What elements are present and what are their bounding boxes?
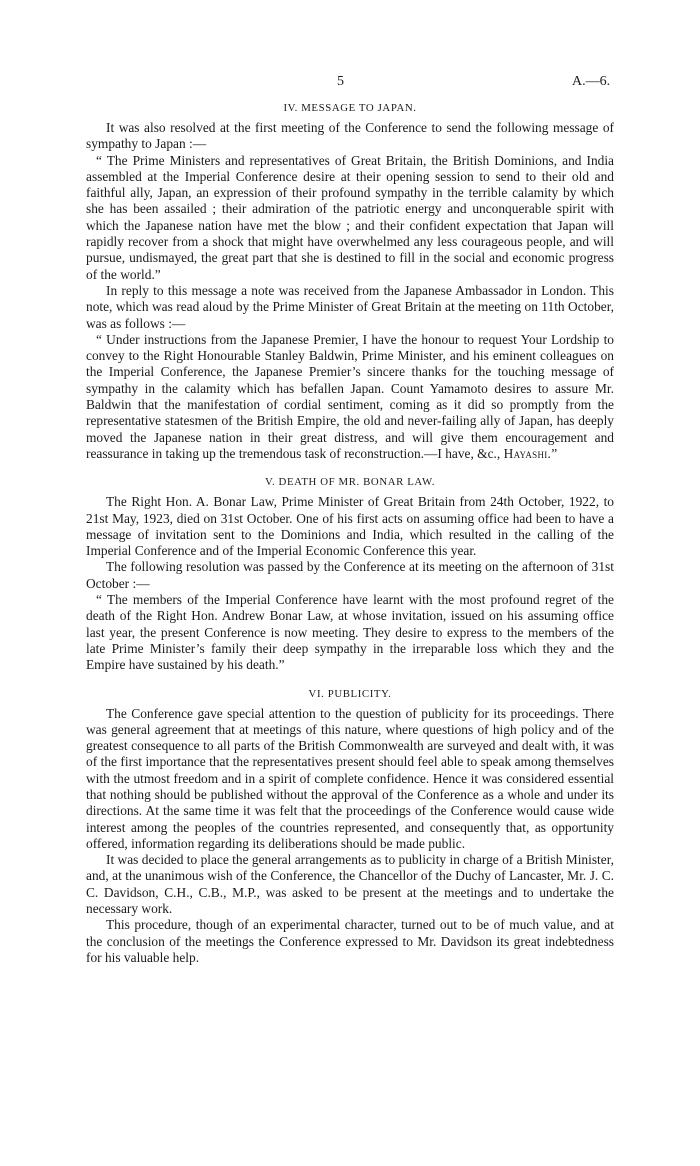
- spacer: [86, 674, 614, 686]
- document-body: [86, 100, 614, 966]
- closing-quote: ”: [551, 445, 558, 461]
- paragraph: The following resolution was passed by the Conference at its meeting on the afternoon of 31st October :—: [86, 559, 614, 591]
- section-heading: V. DEATH OF MR. BONAR LAW.: [264, 476, 436, 489]
- page-number: 5: [337, 74, 344, 89]
- paragraph: In reply to this message a note was received from the Japanese Ambassador in London. This note, which was read aloud by the Prime Minister of Great Britain at the meeting on 11th October, was as follows :—: [86, 282, 614, 331]
- quoted-reply-text: “ Under instructions from the Japanese Premier, I have the honour to request Your Lordship to convey to the Right Honourable Stanley Baldwin, Prime Minister, and his eminent colleagues on the Imperial Conference, the Japanese Premier’s sincere thanks for the touching message of sympathy in the calamity which has befallen Japan. Count Yamamoto desires to assure Mr. Baldwin that the manifestation of cordial sentiment, coming as it did so promptly from the representative statesmen of the British Empire, the old and never-failing ally of Japan, has deeply moved the Japanese nation in their great distress, and will give them encouragement and reassurance in taking up the tremendous task of reconstruction.—I have, &c.,: [86, 331, 614, 461]
- document-reference: A.—6.: [572, 74, 611, 89]
- paragraph: The Right Hon. A. Bonar Law, Prime Minister of Great Britain from 24th October, 1922, to 21st May, 1923, died on 31st October. One of his first acts on assuming office had been to have a message of invitation sent to the Dominions and India, which resulted in the calling of the Imperial Conference and of the Imperial Economic Conference this year.: [86, 494, 614, 559]
- quoted-resolution: “ The members of the Imperial Conference have learnt with the most profound regret of the death of the Right Hon. Andrew Bonar Law, at whose invitation, issued on his assuming office last year, the present Conference is now meeting. They desire to express to the members of the late Prime Minister’s family their deep sympathy in the irreparable loss which they and the Empire have sustained by his death.”: [86, 592, 614, 673]
- quoted-reply: [86, 332, 614, 462]
- paragraph: The Conference gave special attention to the question of publicity for its proceedings. There was general agreement that at meetings of this nature, where questions of high policy and of the greatest consequence to all parts of the British Commonwealth are surveyed and dealt with, it was of the first importance that the representatives present should feel able to speak among themselves with the utmost freedom and in a spirit of complete confidence. Hence it was considered essential that nothing should be published without the approval of the Conference as a whole and under its directions. At the same time it was felt that the proceedings of the Conference would cause wide interest among the peoples of the countries represented, and consequently that, as opportunity offered, information regarding its deliberations should be made public.: [86, 705, 614, 851]
- paragraph: It was also resolved at the first meeting of the Conference to send the following message of sympathy to Japan :—: [86, 120, 614, 152]
- paragraph: It was decided to place the general arrangements as to publicity in charge of a British Minister, and, at the unanimous wish of the Conference, the Chancellor of the Duchy of Lancaster, Mr. J. C. C. Davidson, C.H., C.B., M.P., was asked to be present at the meetings and to undertake the necessary work.: [86, 852, 614, 917]
- paragraph: This procedure, though of an experimental character, turned out to be of much value, and at the conclusion of the meetings the Conference expressed to Mr. Davidson its great indebtedness for his valuable help.: [86, 917, 614, 965]
- section-heading: IV. MESSAGE TO JAPAN.: [283, 102, 417, 114]
- quoted-message: “ The Prime Ministers and representatives of Great Britain, the British Dominions, and India assembled at the Imperial Conference desire at their opening session to send to their old and faithful ally, Japan, an expression of their profound sympathy in the terrible calamity by which she has been assailed ; their admiration of the patriotic energy and unconquerable spirit with which the Japanese nation have met the blow ; and their confident expectation that Japan will rapidly recover from a shock that might have overwhelmed any less courageous people, and will pursue, undismayed, the great part that she is destined to fill in the social and economic progress of the world.”: [86, 152, 614, 282]
- signature: Hayashi.: [503, 445, 552, 461]
- page-header: [0, 74, 700, 92]
- section-message-to-japan: [86, 100, 614, 462]
- section-heading: VI. PUBLICITY.: [308, 687, 392, 700]
- spacer: [86, 462, 614, 474]
- section-publicity: [86, 686, 614, 967]
- section-death-of-bonar-law: [86, 474, 614, 673]
